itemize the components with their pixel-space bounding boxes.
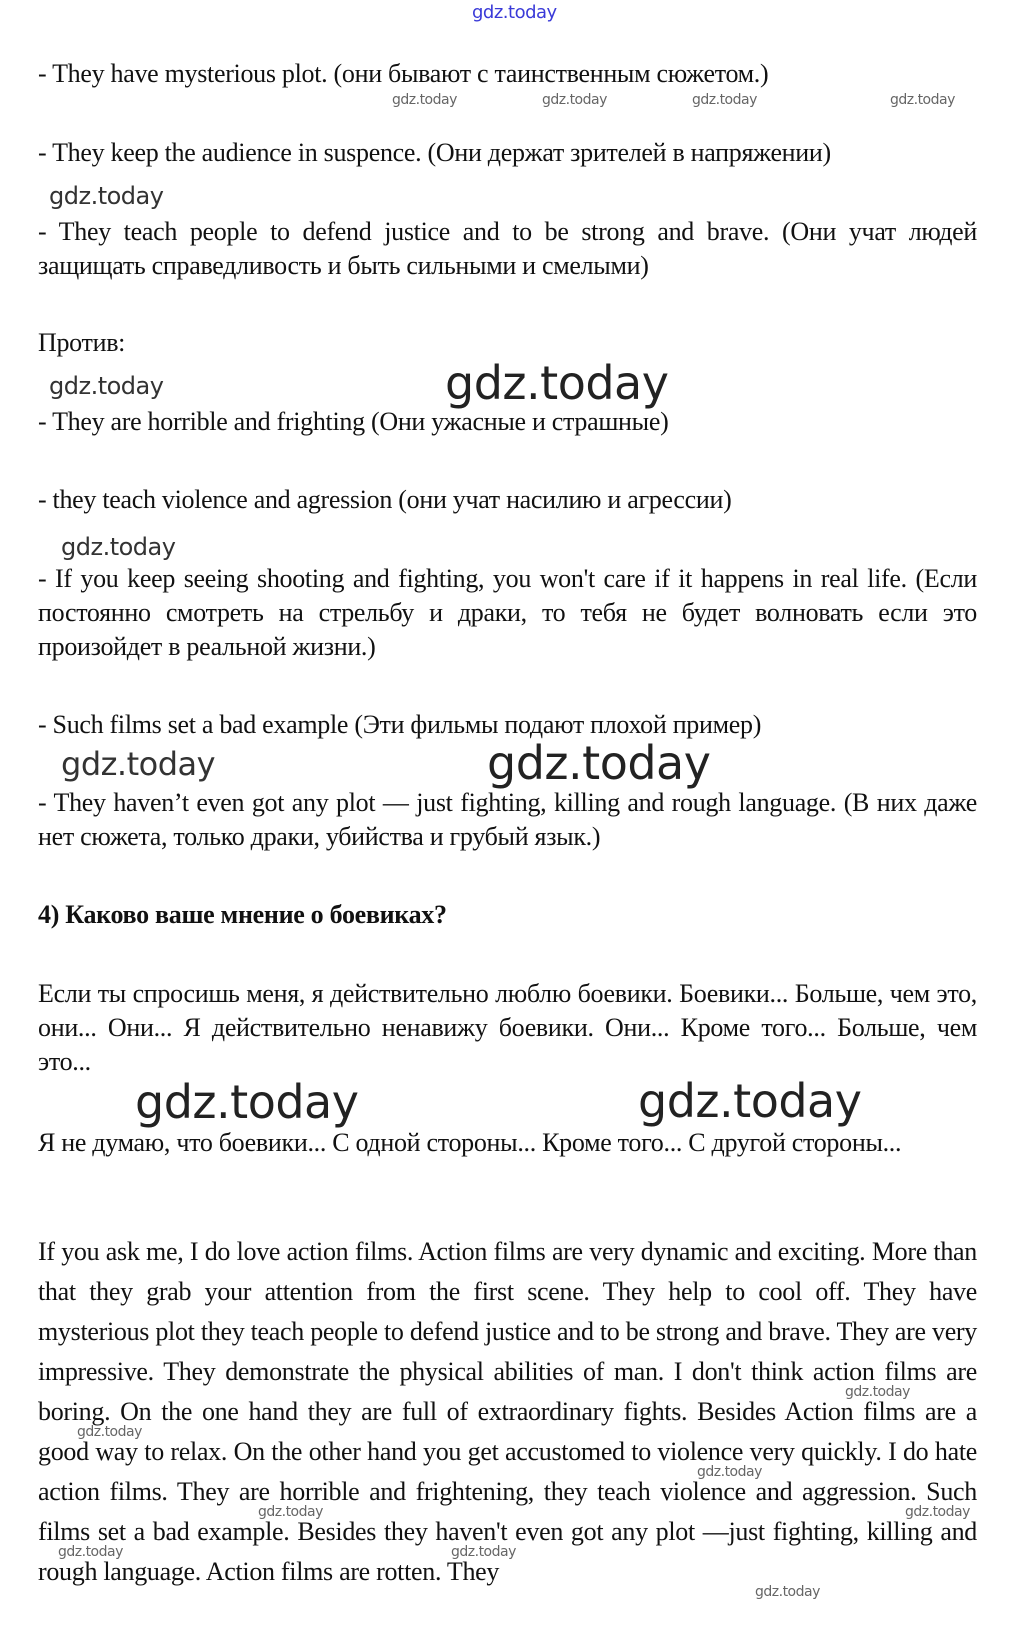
watermark: gdz.today — [77, 1424, 142, 1440]
contra-item: - they teach violence and agression (они учат насилию и агрессии) — [38, 485, 732, 514]
pro-item: - They teach people to defend justice and to be strong and brave. (Они учат людей защищать справедливость и быть сильными и смелыми) — [38, 217, 977, 280]
watermark: gdz.today — [697, 1464, 762, 1480]
contra-item: - If you keep seeing shooting and fighting, you won't care if it happens in real life. (Если постоянно смотреть на стрельбу и драки, то тебя не будет волновать если это произойдет в реальной жизни.) — [38, 564, 977, 661]
watermark: gdz.today — [905, 1504, 970, 1520]
contra-item: - They are horrible and frighting (Они ужасные и страшные) — [38, 407, 669, 436]
ru-paragraph: Я не думаю, что боевики... С одной стороны... Кроме того... С другой стороны... — [38, 1128, 902, 1157]
watermark: gdz.today — [61, 745, 216, 783]
pro-item: - They keep the audience in suspence. (Они держат зрителей в напряжении) — [38, 138, 831, 167]
watermark: gdz.today — [692, 92, 757, 108]
question-heading: 4) Каково ваше мнение о боевиках? — [38, 900, 447, 929]
contra-item: - They haven’t even got any plot — just fighting, killing and rough language. (В них даже нет сюжета, только драки, убийства и грубый язык.) — [38, 788, 977, 851]
watermark: gdz.today — [392, 92, 457, 108]
watermark: gdz.today — [472, 2, 557, 23]
watermark: gdz.today — [487, 736, 711, 790]
ru-paragraph: Если ты спросишь меня, я действительно люблю боевики. Боевики... Больше, чем это, они... Они... Я действительно ненавижу боевики. Они... Кроме того... Больше, чем это... — [38, 979, 977, 1076]
en-paragraph: If you ask me, I do love action films. Action films are very dynamic and exciting. More than that they grab your attention from the first scene. They help to cool off. They have mysterious plot they teach people to defend justice and to be strong and brave. They are very impressive. They demonstrate the physical abilities of man. I don't think action films are boring. On the one hand they are full of extraordinary fights. Besides Action films are a good way to relax. On the other hand you get accustomed to violence very quickly. I do hate action films. They are horrible and frightening, they teach violence and aggression. Such films set a bad example. Besides they haven't even got any plot —just fighting, killing and rough language. Action films are rotten. They — [38, 1237, 977, 1586]
watermark: gdz.today — [845, 1384, 910, 1400]
watermark: gdz.today — [755, 1584, 820, 1600]
watermark: gdz.today — [49, 372, 164, 400]
watermark: gdz.today — [445, 356, 669, 410]
watermark: gdz.today — [451, 1544, 516, 1560]
watermark: gdz.today — [61, 533, 176, 561]
watermark: gdz.today — [638, 1074, 862, 1128]
watermark: gdz.today — [58, 1544, 123, 1560]
watermark: gdz.today — [258, 1504, 323, 1520]
watermark: gdz.today — [890, 92, 955, 108]
contra-item: - Such films set a bad example (Эти фильмы подают плохой пример) — [38, 710, 762, 739]
pro-item: - They have mysterious plot. (они бывают с таинственным сюжетом.) — [38, 59, 769, 88]
watermark: gdz.today — [542, 92, 607, 108]
watermark: gdz.today — [49, 182, 164, 210]
contra-label: Против: — [38, 328, 126, 357]
watermark: gdz.today — [135, 1075, 359, 1129]
